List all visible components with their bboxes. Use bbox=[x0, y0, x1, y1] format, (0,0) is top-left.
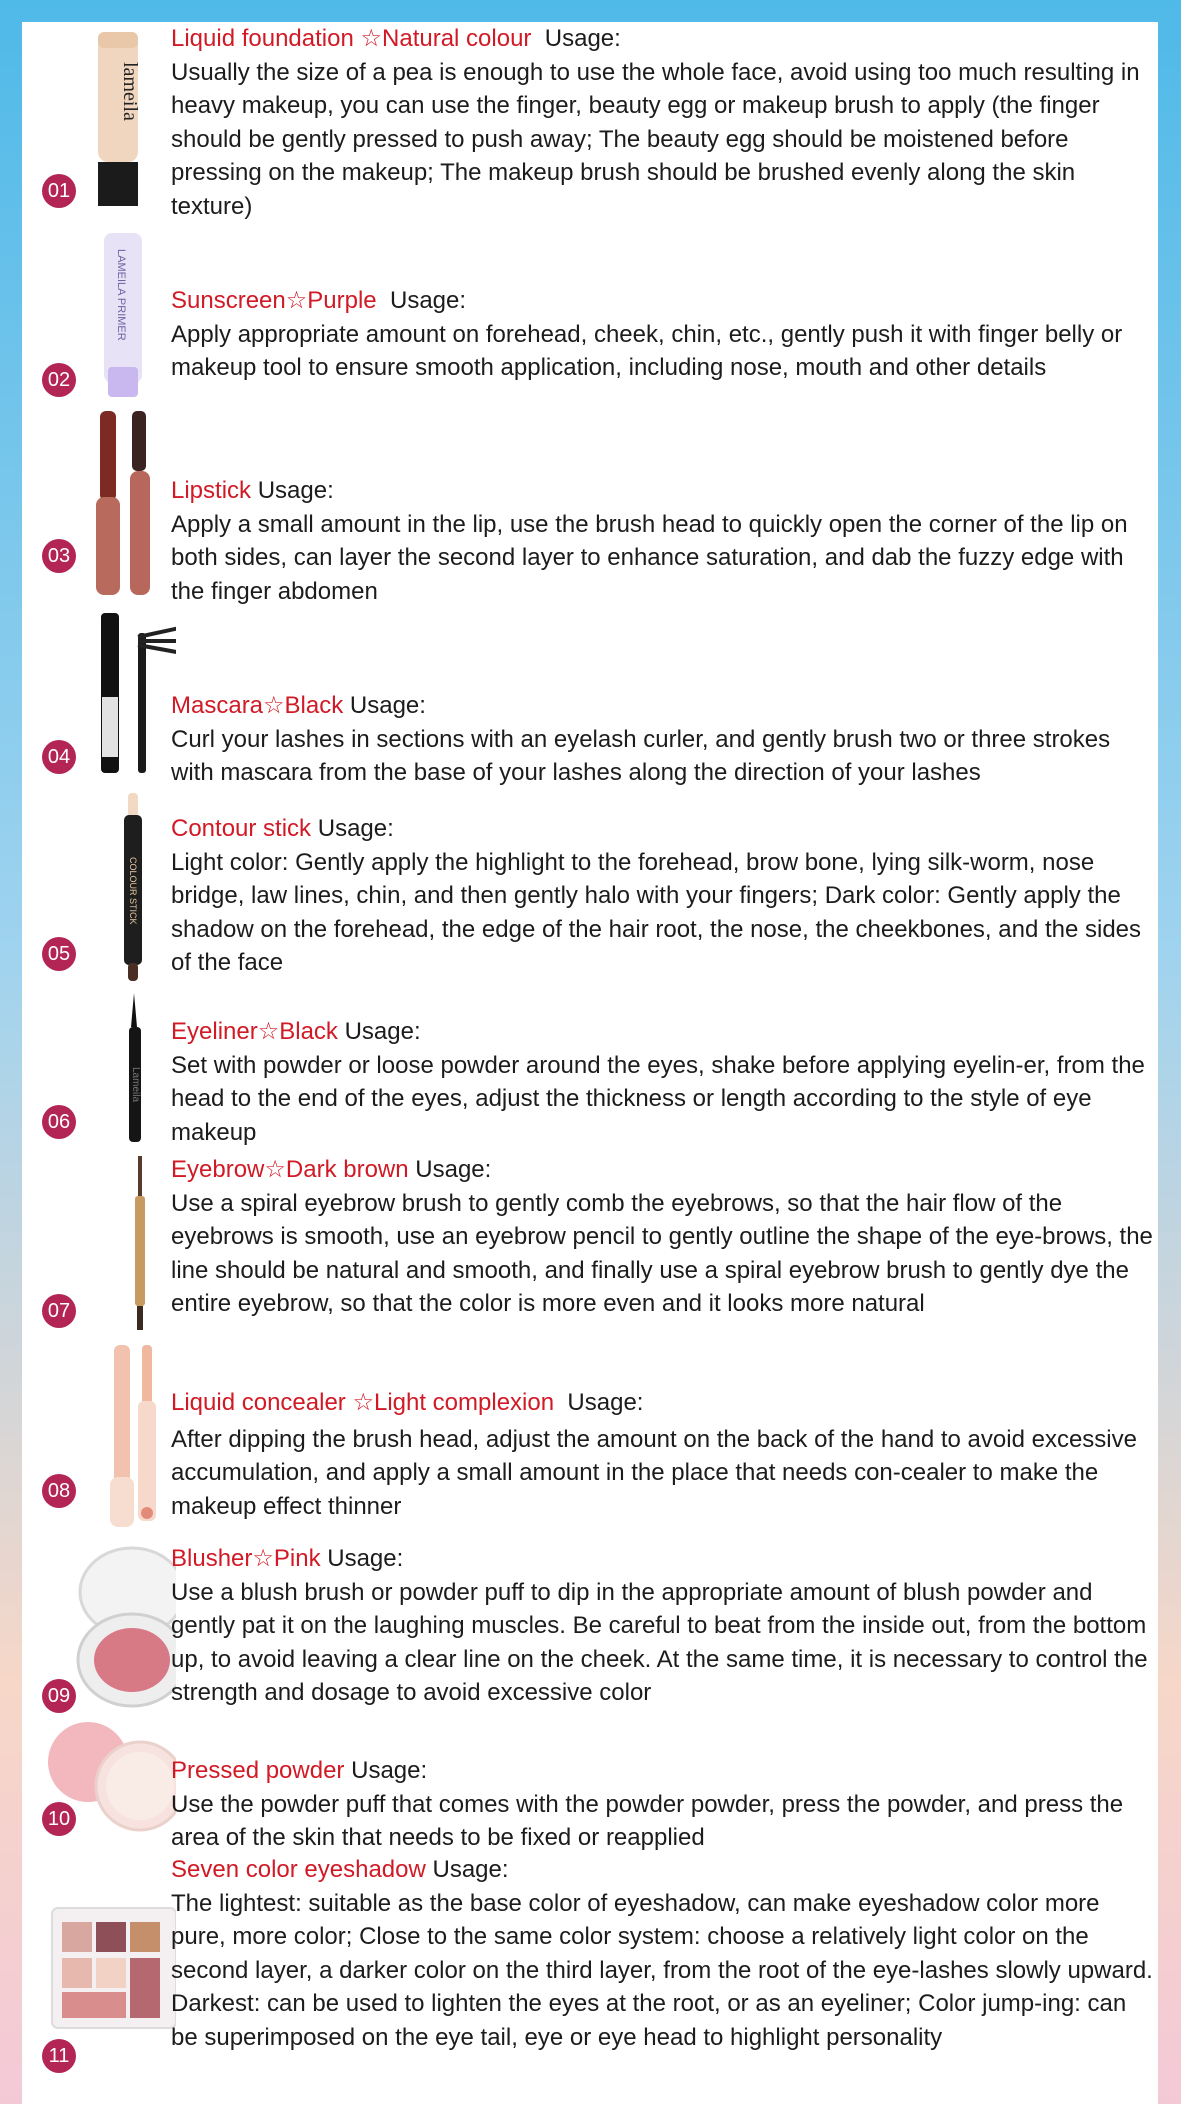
item-description: Usually the size of a pea is enough to use the whole face, avoid using too much resulting in heavy makeup, you can use the finger, beauty egg or makeup brush to apply (the finger should be gently pressed to push away; The beauty egg should be moistened before pressing on the makeup; The makeup brush should be brushed evenly along the skin texture) bbox=[171, 58, 1140, 220]
concealer-icon bbox=[34, 1337, 176, 1542]
item-description: Light color: Gently apply the highlight to the forehead, brow bone, lying silk-worm, nose bridge, law lines, chin, and then gently halo with your fingers; Dark color: Gently apply the shadow on the forehead, the edge of the hair root, the nose, the cheekbones, and the sides of the face bbox=[171, 848, 1142, 976]
item-description: The lightest: suitable as the base color of eyeshadow, can make eyeshadow color more pure, more color; Close to the same color system: choose a relatively light color on the second layer, a darker color on the third layer, from the root of the eye-lashes slowly upward. bbox=[171, 1889, 1153, 1984]
item-text bbox=[171, 1386, 1154, 1523]
svg-text:LAMEILA PRIMER: LAMEILA PRIMER bbox=[115, 249, 127, 341]
product-item-mascara bbox=[22, 607, 1158, 787]
item-title: Liquid concealer ☆Light complexion bbox=[171, 1389, 555, 1416]
item-text bbox=[171, 474, 1154, 608]
product-item-eyeliner bbox=[22, 987, 1158, 1152]
item-title: Lipstick bbox=[171, 477, 252, 504]
item-description: Use the powder puff that comes with the powder powder, press the powder, and press the area of the skin that needs to be fixed or reapplied bbox=[171, 1790, 1124, 1851]
item-usage-label: Usage: bbox=[567, 1389, 644, 1416]
svg-text:lameila: lameila bbox=[119, 62, 141, 121]
item-title: Liquid foundation ☆Natural colour bbox=[171, 25, 532, 52]
item-description: Apply appropriate amount on forehead, cheek, chin, etc., gently push it with finger belly or makeup tool to ensure smooth application, including nose, mouth and other details bbox=[171, 320, 1123, 381]
item-number-badge: 03 bbox=[42, 539, 76, 573]
product-item-eyeshadow bbox=[22, 1852, 1158, 2104]
product-item-contour-stick bbox=[22, 787, 1158, 987]
item-description: Curl your lashes in sections with an eyelash curler, and gently brush two or three strokes with mascara from the base of your lashes along the direction of your lashes bbox=[171, 725, 1111, 786]
item-number-badge: 08 bbox=[42, 1474, 76, 1508]
product-item-blusher bbox=[22, 1542, 1158, 1722]
product-item-pressed-powder bbox=[22, 1722, 1158, 1852]
item-description: Use a spiral eyebrow brush to gently comb the eyebrows, so that the hair flow of the eyebrows is smooth, use an eyebrow pencil to gently outline the shape of the eye-brows, the line should be natural and smooth, and finally use a spiral eyebrow brush to gently dye the entire eyebrow, so that the color is more even and it looks more natural bbox=[171, 1189, 1153, 1317]
item-usage-label: Usage: bbox=[415, 1156, 492, 1183]
svg-text:COLOUR STICK: COLOUR STICK bbox=[128, 857, 138, 925]
item-usage-label: Usage: bbox=[257, 477, 334, 504]
item-text bbox=[171, 812, 1154, 980]
item-usage-label: Usage: bbox=[349, 692, 426, 719]
item-description: After dipping the brush head, adjust the amount on the back of the hand to avoid excessive accumulation, and apply a small amount in the place that needs con-cealer to make the makeup effect thinner bbox=[171, 1425, 1137, 1520]
item-number-badge: 02 bbox=[42, 363, 76, 397]
item-usage-label: Usage: bbox=[327, 1545, 404, 1572]
item-number-badge: 10 bbox=[42, 1802, 76, 1836]
item-number-badge: 01 bbox=[42, 174, 76, 208]
product-item-concealer bbox=[22, 1337, 1158, 1542]
item-text bbox=[171, 689, 1154, 790]
item-number-badge: 04 bbox=[42, 740, 76, 774]
item-title: Seven color eyeshadow bbox=[171, 1856, 426, 1883]
item-text bbox=[171, 284, 1154, 385]
item-title: Pressed powder bbox=[171, 1757, 345, 1784]
item-text bbox=[171, 1853, 1154, 2054]
item-description: Darkest: can be used to lighten the eyes at the root, or as an eyeliner; Color jump-ing: can be superimposed on the eye tail, eye or eye head to highlight personality bbox=[171, 1990, 1127, 2051]
item-usage-label: Usage: bbox=[351, 1757, 428, 1784]
item-text bbox=[171, 1542, 1154, 1710]
lip-gloss-icon bbox=[34, 407, 176, 607]
item-number-badge: 11 bbox=[42, 2039, 76, 2073]
item-usage-label: Usage: bbox=[544, 25, 621, 52]
item-title: Mascara☆Black bbox=[171, 692, 344, 719]
usage-sheet bbox=[22, 22, 1158, 2104]
item-text bbox=[171, 22, 1154, 223]
product-item-lipstick bbox=[22, 407, 1158, 607]
item-title: Blusher☆Pink bbox=[171, 1545, 321, 1572]
item-title: Eyebrow☆Dark brown bbox=[171, 1156, 409, 1183]
item-title: Contour stick bbox=[171, 815, 312, 842]
item-text bbox=[171, 1153, 1154, 1321]
item-usage-label: Usage: bbox=[389, 287, 467, 314]
item-number-badge: 05 bbox=[42, 937, 76, 971]
product-item-foundation bbox=[22, 22, 1158, 227]
item-usage-label: Usage: bbox=[317, 815, 394, 842]
item-description: Set with powder or loose powder around the eyes, shake before applying eyelin-er, from the head to the end of the eyes, adjust the thickness or length according to the style of eye makeup bbox=[171, 1051, 1145, 1146]
svg-text:Lameila: Lameila bbox=[130, 1067, 141, 1103]
product-item-eyebrow bbox=[22, 1152, 1158, 1337]
item-title: Eyeliner☆Black bbox=[171, 1018, 338, 1045]
product-item-sunscreen bbox=[22, 227, 1158, 407]
item-number-badge: 06 bbox=[42, 1105, 76, 1139]
item-text bbox=[171, 1015, 1154, 1149]
item-description: Use a blush brush or powder puff to dip in the appropriate amount of blush powder and gently pat it on the laughing muscles. Be careful to beat from the inside out, from the bottom up, to avoid leaving a clear line on the cheek. At the same time, it is necessary to control the strength and dosage to avoid excessive color bbox=[171, 1578, 1148, 1706]
item-number-badge: 09 bbox=[42, 1679, 76, 1713]
item-number-badge: 07 bbox=[42, 1294, 76, 1328]
item-title: Sunscreen☆Purple bbox=[171, 287, 377, 314]
item-description: Apply a small amount in the lip, use the brush head to quickly open the corner of the lip on both sides, can layer the second layer to enhance saturation, and dab the fuzzy edge with the finger abdomen bbox=[171, 510, 1128, 605]
item-usage-label: Usage: bbox=[344, 1018, 421, 1045]
item-text bbox=[171, 1754, 1154, 1855]
item-usage-label: Usage: bbox=[432, 1856, 509, 1883]
